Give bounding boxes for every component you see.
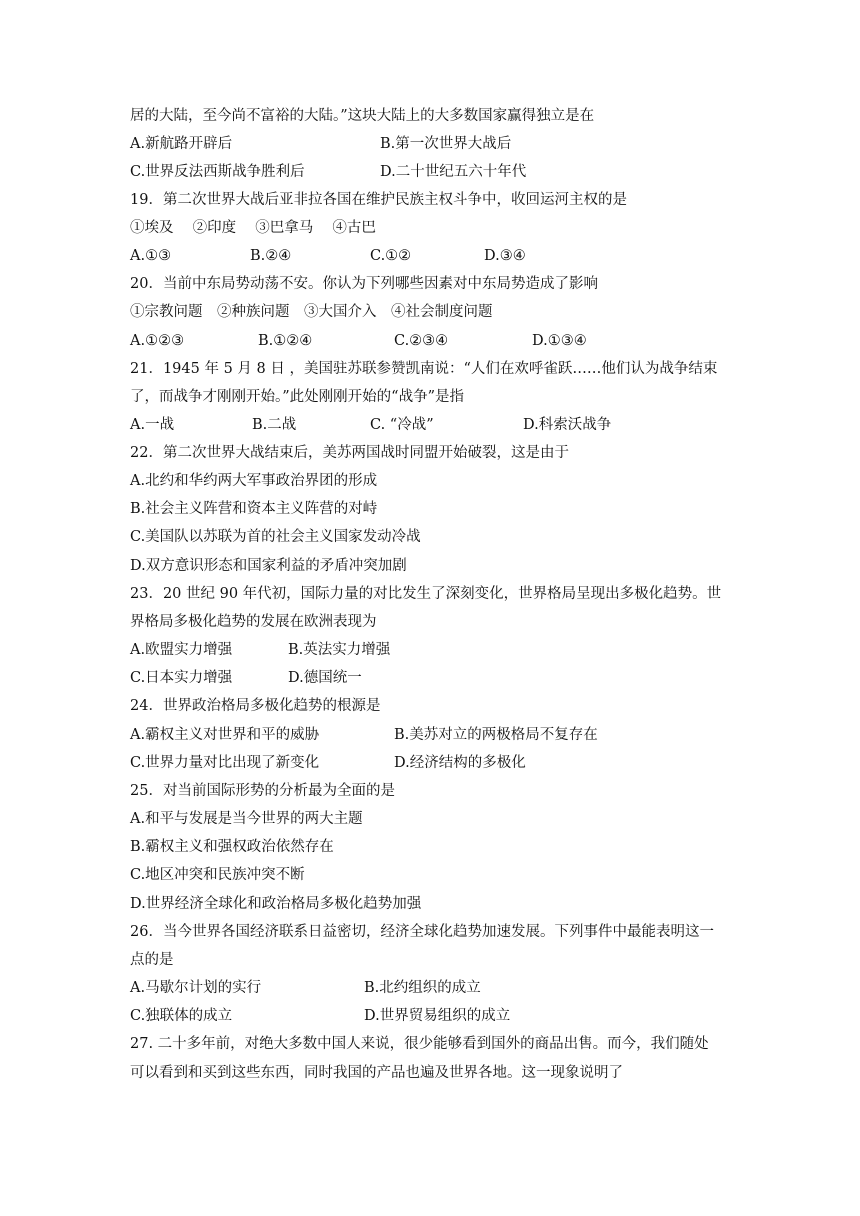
q18-option-d: D.二十世纪五六十年代 xyxy=(380,164,527,180)
q20-option-d: D.①③④ xyxy=(532,333,587,349)
q27-stem-line-1: 27. 二十多年前，对绝大多数中国人来说，很少能够看到国外的商品出售。而今，我们随处 xyxy=(130,1036,709,1052)
q21-option-b: B.二战 xyxy=(252,417,297,433)
q26-stem-line-1: 26．当今世界各国经济联系日益密切，经济全球化趋势加速发展。下列事件中最能表明这一 xyxy=(130,924,714,940)
q23-option-c: C.日本实力增强 xyxy=(130,670,233,686)
q22-stem: 22．第二次世界大战结束后，美苏两国战时同盟开始破裂，这是由于 xyxy=(130,445,569,461)
q20-items: ①宗教问题 ②种族问题 ③大国介入 ④社会制度问题 xyxy=(130,304,493,320)
q24-option-b: B.美苏对立的两极格局不复存在 xyxy=(394,727,598,743)
q20-option-b: B.①②④ xyxy=(258,333,313,349)
q19-option-b: B.②④ xyxy=(250,248,292,264)
q23-option-d: D.德国统一 xyxy=(288,670,362,686)
q25-option-a: A.和平与发展是当今世界的两大主题 xyxy=(130,811,363,827)
q24-stem: 24．世界政治格局多极化趋势的根源是 xyxy=(130,698,381,714)
q20-stem: 20．当前中东局势动荡不安。你认为下列哪些因素对中东局势造成了影响 xyxy=(130,276,598,292)
q26-option-a: A.马歇尔计划的实行 xyxy=(130,980,262,996)
q22-option-b: B.社会主义阵营和资本主义阵营的对峙 xyxy=(130,501,378,517)
q19-option-c: C.①② xyxy=(370,248,412,264)
q26-option-c: C.独联体的成立 xyxy=(130,1008,233,1024)
q27-stem-line-2: 可以看到和买到这些东西，同时我国的产品也遍及世界各地。这一现象说明了 xyxy=(130,1065,623,1081)
q25-option-b: B.霸权主义和强权政治依然存在 xyxy=(130,839,334,855)
q24-option-d: D.经济结构的多极化 xyxy=(394,755,526,771)
q24-option-c: C.世界力量对比出现了新变化 xyxy=(130,755,320,771)
q26-option-b: B.北约组织的成立 xyxy=(364,980,481,996)
q18-stem-continuation: 居的大陆，至今尚不富裕的大陆。”这块大陆上的大多数国家赢得独立是在 xyxy=(130,108,595,124)
q22-option-d: D.双方意识形态和国家利益的矛盾冲突加剧 xyxy=(130,558,407,574)
q19-items: ①埃及 ②印度 ③巴拿马 ④古巴 xyxy=(130,220,376,236)
q25-stem: 25．对当前国际形势的分析最为全面的是 xyxy=(130,783,395,799)
q26-stem-line-2: 点的是 xyxy=(130,952,174,968)
q23-stem-line-1: 23．20 世纪 90 年代初，国际力量的对比发生了深刻变化，世界格局呈现出多极化趋势。世 xyxy=(130,586,722,602)
q18-option-a: A.新航路开辟后 xyxy=(130,136,233,152)
q18-option-b: B.第一次世界大战后 xyxy=(380,136,512,152)
q22-option-c: C.美国队以苏联为首的社会主义国家发动冷战 xyxy=(130,529,421,545)
q20-option-c: C.②③④ xyxy=(394,333,449,349)
q23-stem-line-2: 界格局多极化趋势的发展在欧洲表现为 xyxy=(130,614,377,630)
q21-option-c: C. “冷战” xyxy=(370,417,434,433)
q23-option-b: B.英法实力增强 xyxy=(288,642,391,658)
q21-option-a: A.一战 xyxy=(130,417,175,433)
q23-option-a: A.欧盟实力增强 xyxy=(130,642,233,658)
q26-option-d: D.世界贸易组织的成立 xyxy=(364,1008,511,1024)
q25-option-d: D.世界经济全球化和政治格局多极化趋势加强 xyxy=(130,896,422,912)
q18-option-c: C.世界反法西斯战争胜利后 xyxy=(130,164,305,180)
q19-option-a: A.①③ xyxy=(130,248,172,264)
q22-option-a: A.北约和华约两大军事政治界团的形成 xyxy=(130,473,378,489)
q19-stem: 19．第二次世界大战后亚非拉各国在维护民族主权斗争中，收回运河主权的是 xyxy=(130,192,627,208)
q21-stem-line-2: 了，而战争才刚刚开始。”此处刚刚开始的“战争”是指 xyxy=(130,389,464,405)
q21-option-d: D.科索沃战争 xyxy=(523,417,612,433)
q21-stem-line-1: 21．1945 年 5 月 8 日 ，美国驻苏联参赞凯南说：“人们在欢呼雀跃……他们认为战争结束 xyxy=(130,361,718,377)
q19-option-d: D.③④ xyxy=(484,248,526,264)
q24-option-a: A.霸权主义对世界和平的威胁 xyxy=(130,727,320,743)
q25-option-c: C.地区冲突和民族冲突不断 xyxy=(130,867,305,883)
q20-option-a: A.①②③ xyxy=(130,333,185,349)
